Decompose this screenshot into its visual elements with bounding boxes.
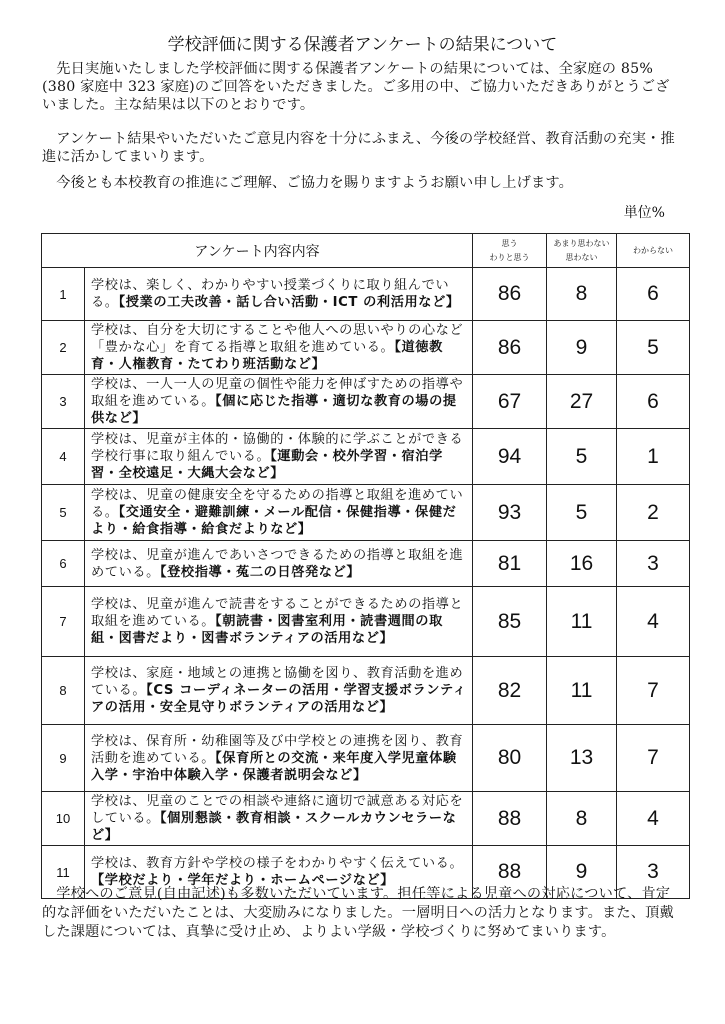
question-text: 学校は、教育方針や学校の様子をわかりやすく伝えている。 bbox=[91, 856, 464, 871]
intro-paragraph-2: アンケート結果やいただいたご意見内容を十分にふまえ、今後の学校経営、教育活動の充実・推進に活かしてまいります。 bbox=[42, 131, 675, 165]
closing-paragraph: 学校へのご意見(自由記述)も多数いただいています。担任等による児童への対応について、肯定的な評価をいただいたことは、大変励みになりました。一層明日への活力となります。また、頂戴した課題については、真摯に受け止め、よりよい学級・学校づくりに努めてまいります。 bbox=[42, 886, 674, 940]
value-disagree: 13 bbox=[547, 725, 617, 792]
header-content: アンケート内容内容 bbox=[42, 234, 473, 268]
value-agree: 82 bbox=[473, 657, 547, 725]
row-question bbox=[85, 725, 473, 792]
value-unknown: 5 bbox=[617, 321, 690, 375]
value-agree: 86 bbox=[473, 321, 547, 375]
row-number: 6 bbox=[42, 541, 85, 587]
table-row bbox=[42, 485, 690, 541]
value-agree: 88 bbox=[473, 792, 547, 846]
intro-paragraph-1: 先日実施いたしました学校評価に関する保護者アンケートの結果については、全家庭の 85%(380 家庭中 323 家庭)のご回答をいただきました。ご多用の中、ご協力いただきありがとうございました。主な結果は以下のとおりです。 bbox=[42, 61, 670, 113]
table-row bbox=[42, 321, 690, 375]
question-examples: 【学校だより・学年だより・ホームページなど】 bbox=[91, 873, 395, 888]
question-examples: 【CS コーディネーターの活用・学習支援ボランティアの活用・安全見守りボランティアの活用など】 bbox=[91, 683, 467, 715]
question-text: 学校は、児童が進んであいさつできるための指導と取組を進めている。 bbox=[91, 547, 464, 580]
header-agree-line1: 思う bbox=[501, 238, 518, 248]
question-text: 学校は、児童が進んで読書をすることができるための指導と取組を進めている。 bbox=[91, 597, 464, 629]
question-examples: 【授業の工夫改善・話し合い活動・ICT の利活用など】 bbox=[118, 295, 460, 310]
row-number: 10 bbox=[42, 792, 85, 846]
value-unknown: 2 bbox=[617, 485, 690, 541]
row-number: 5 bbox=[42, 485, 85, 541]
question-examples: 【登校指導・菟二の日啓発など】 bbox=[159, 564, 361, 580]
value-disagree: 11 bbox=[547, 587, 617, 657]
question-text: 学校は、楽しく、わかりやすい授業づくりに取り組んでいる。 bbox=[91, 278, 450, 310]
question-text: 学校は、児童のことでの相談や連絡に適切で誠意ある対応をしている。 bbox=[91, 794, 464, 826]
value-disagree: 16 bbox=[547, 541, 617, 587]
row-question bbox=[85, 587, 473, 657]
row-question bbox=[85, 792, 473, 846]
value-agree: 81 bbox=[473, 541, 547, 587]
value-disagree: 9 bbox=[547, 321, 617, 375]
row-number: 7 bbox=[42, 587, 85, 657]
value-unknown: 3 bbox=[617, 541, 690, 587]
survey-results-table bbox=[41, 233, 690, 899]
row-number: 9 bbox=[42, 725, 85, 792]
row-question bbox=[85, 268, 473, 321]
value-agree: 88 bbox=[473, 846, 547, 899]
value-disagree: 8 bbox=[547, 792, 617, 846]
value-unknown: 3 bbox=[617, 846, 690, 899]
table-row bbox=[42, 429, 690, 485]
row-number: 1 bbox=[42, 268, 85, 321]
header-agree-line2: わりと思う bbox=[489, 252, 530, 262]
value-unknown: 4 bbox=[617, 587, 690, 657]
row-question bbox=[85, 321, 473, 375]
row-number: 4 bbox=[42, 429, 85, 485]
intro-paragraph-3: 今後とも本校教育の推進にご理解、ご協力を賜りますようお願い申し上げます。 bbox=[56, 175, 574, 191]
row-number: 3 bbox=[42, 375, 85, 429]
table-row bbox=[42, 541, 690, 587]
question-text: 学校は、自分を大切にすることや他人への思いやりの心など「豊かな心」を育てる指導と取組を進めている。 bbox=[91, 323, 464, 355]
question-text: 学校は、児童が主体的・協働的・体験的に学ぶことができる学校行事に取り組んでいる。 bbox=[91, 432, 464, 464]
value-disagree: 11 bbox=[547, 657, 617, 725]
row-question bbox=[85, 429, 473, 485]
question-examples: 【個別懇談・教育相談・スクールカウンセラーなど】 bbox=[91, 811, 457, 843]
value-unknown: 6 bbox=[617, 375, 690, 429]
value-agree: 86 bbox=[473, 268, 547, 321]
value-disagree: 5 bbox=[547, 485, 617, 541]
header-disagree bbox=[547, 234, 617, 268]
table-row bbox=[42, 587, 690, 657]
value-disagree: 9 bbox=[547, 846, 617, 899]
row-number: 2 bbox=[42, 321, 85, 375]
value-disagree: 8 bbox=[547, 268, 617, 321]
header-disagree-line1: あまり思わない bbox=[553, 238, 610, 248]
table-row bbox=[42, 657, 690, 725]
question-examples: 【運動会・校外学習・宿泊学習・全校遠足・大縄大会など】 bbox=[91, 449, 443, 481]
question-text: 学校は、児童の健康安全を守るための指導と取組を進めている。 bbox=[91, 488, 464, 520]
table-header-row bbox=[42, 234, 690, 268]
table-row bbox=[42, 268, 690, 321]
question-examples: 【朝読書・図書室利用・読書週間の取組・図書だより・図書ボランティアの活用など】 bbox=[91, 614, 443, 646]
header-unknown: わからない bbox=[617, 234, 690, 268]
row-question bbox=[85, 375, 473, 429]
question-examples: 【道徳教育・人権教育・たてわり班活動など】 bbox=[91, 340, 443, 372]
table-row bbox=[42, 725, 690, 792]
value-agree: 80 bbox=[473, 725, 547, 792]
value-unknown: 7 bbox=[617, 725, 690, 792]
value-disagree: 5 bbox=[547, 429, 617, 485]
question-text: 学校は、一人一人の児童の個性や能力を伸ばすための指導や取組を進めている。 bbox=[91, 377, 464, 409]
value-unknown: 6 bbox=[617, 268, 690, 321]
value-agree: 85 bbox=[473, 587, 547, 657]
question-text: 学校は、保育所・幼稚園等及び中学校との連携を図り、教育活動を進めている。 bbox=[91, 733, 464, 766]
value-agree: 93 bbox=[473, 485, 547, 541]
row-question bbox=[85, 657, 473, 725]
row-question bbox=[85, 485, 473, 541]
value-agree: 67 bbox=[473, 375, 547, 429]
value-unknown: 1 bbox=[617, 429, 690, 485]
row-number: 8 bbox=[42, 657, 85, 725]
value-agree: 94 bbox=[473, 429, 547, 485]
unit-label: 単位% bbox=[623, 205, 665, 221]
value-unknown: 7 bbox=[617, 657, 690, 725]
question-examples: 【交通安全・避難訓練・メール配信・保健指導・保健だより・給食指導・給食だよりなど】 bbox=[91, 505, 457, 537]
question-text: 学校は、家庭・地域との連携と協働を図り、教育活動を進めている。 bbox=[91, 666, 464, 698]
table-row bbox=[42, 375, 690, 429]
header-disagree-line2: 思わない bbox=[565, 252, 598, 262]
question-examples: 【個に応じた指導・適切な教育の場の提供など】 bbox=[91, 394, 457, 426]
document-title: 学校評価に関する保護者アンケートの結果について bbox=[167, 35, 558, 55]
row-number: 11 bbox=[42, 846, 85, 899]
value-unknown: 4 bbox=[617, 792, 690, 846]
question-examples: 【保育所との交流・来年度入学児童体験入学・宇治中体験入学・保護者説明会など】 bbox=[91, 750, 457, 783]
table-row bbox=[42, 792, 690, 846]
header-agree bbox=[473, 234, 547, 268]
value-disagree: 27 bbox=[547, 375, 617, 429]
row-question bbox=[85, 541, 473, 587]
